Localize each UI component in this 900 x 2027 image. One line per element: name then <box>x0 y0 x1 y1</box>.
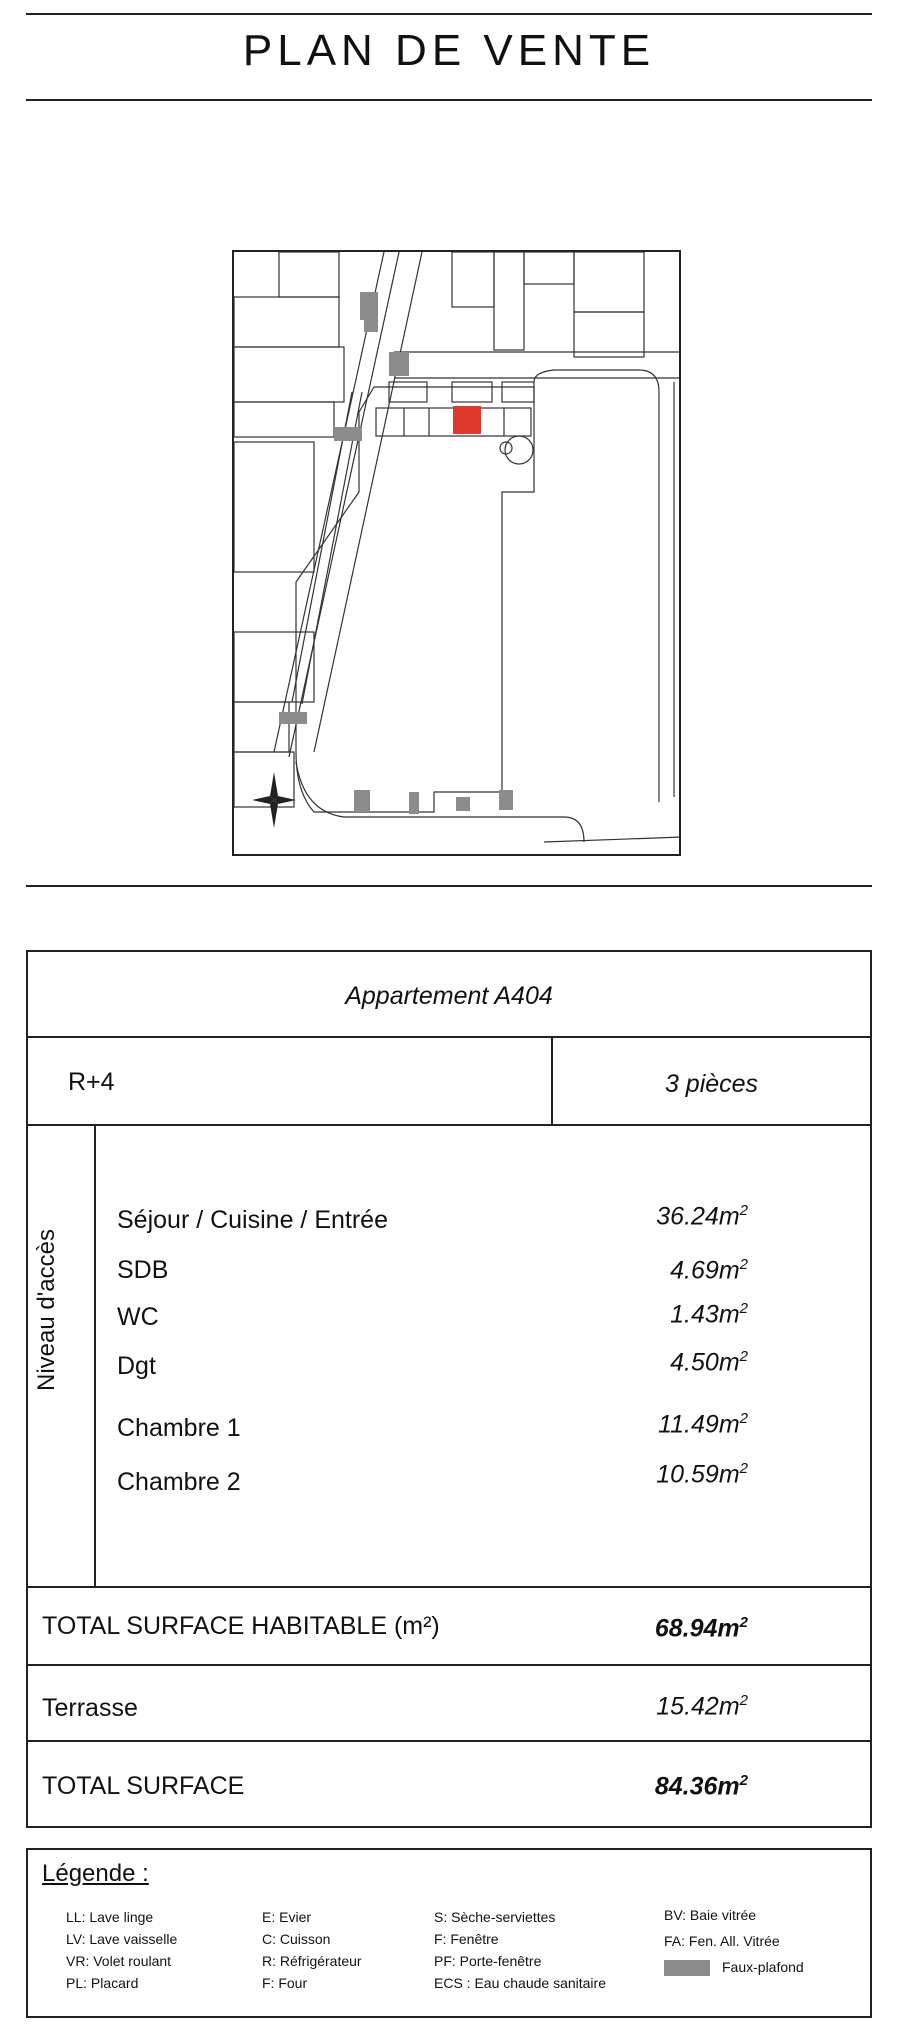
total-label: TOTAL SURFACE <box>42 1772 245 1800</box>
page-title: PLAN DE VENTE <box>242 26 656 75</box>
compass-rose-icon <box>252 772 296 828</box>
apartment-highlight <box>453 406 481 434</box>
room-area: $4.50m^2$ <box>670 1348 748 1377</box>
access-level-label: Niveau d'accès <box>33 1229 60 1391</box>
legend-item: F: Fenêtre <box>434 1931 499 1947</box>
room-area: $36.24m^2$ <box>656 1202 748 1231</box>
total-habitable-value: $68.94m^2$ <box>654 1614 748 1643</box>
room-area: $11.49m^2$ <box>658 1410 748 1439</box>
legend-box <box>26 1848 872 2018</box>
legend-item: LV: Lave vaisselle <box>66 1931 178 1947</box>
room-area: $10.59m^2$ <box>656 1460 748 1489</box>
plan-rule <box>26 885 872 887</box>
access-divider <box>94 1126 96 1586</box>
legend-item: PL: Placard <box>66 1975 139 1991</box>
site-plan-drawing <box>234 252 681 856</box>
terrace-value: $15.42m^2$ <box>656 1692 748 1721</box>
legend-item: Faux-plafond <box>722 1959 804 1975</box>
legend-item: S: Sèche-serviettes <box>434 1909 556 1925</box>
room-area: $1.43m^2$ <box>670 1300 748 1329</box>
legend-column <box>66 1906 177 1994</box>
legend-item: FA: Fen. All. Vitrée <box>664 1933 780 1949</box>
title-rule <box>26 99 872 101</box>
legend-item: ECS : Eau chaude sanitaire <box>434 1975 606 1991</box>
room-name: Dgt <box>117 1352 156 1380</box>
legend-item: LL: Lave linge <box>66 1909 154 1925</box>
legend-swatch-row <box>664 1954 804 1980</box>
level-row <box>28 1038 870 1126</box>
total-habitable-label: TOTAL SURFACE HABITABLE (m²) <box>42 1612 440 1640</box>
legend-column <box>262 1906 362 1994</box>
legend-item: C: Cuisson <box>262 1931 331 1947</box>
room-name: Chambre 2 <box>117 1468 241 1496</box>
legend-item: E: Evier <box>262 1909 312 1925</box>
legend-item: VR: Volet roulant <box>66 1953 172 1969</box>
room-name: Chambre 1 <box>117 1414 241 1442</box>
legend-item: F: Four <box>262 1975 308 1991</box>
apartment-level: R+4 <box>68 1068 115 1096</box>
site-plan <box>232 250 681 856</box>
legend-column <box>664 1902 804 1980</box>
total-value: $84.36m^2$ <box>654 1772 748 1801</box>
legend-column <box>434 1906 606 1994</box>
room-name: Séjour / Cuisine / Entrée <box>117 1206 388 1234</box>
legend-item: PF: Porte-fenêtre <box>434 1953 542 1969</box>
legend-item: BV: Baie vitrée <box>664 1907 757 1923</box>
terrace-label: Terrasse <box>42 1694 138 1722</box>
room-name: WC <box>117 1303 159 1331</box>
faux-plafond-swatch <box>664 1960 710 1976</box>
top-rule <box>26 13 872 15</box>
legend-item: R: Réfrigérateur <box>262 1953 362 1969</box>
apartment-name: Appartement A404 <box>345 982 553 1010</box>
apartment-name-row <box>28 952 870 1038</box>
rooms-count: 3 pièces <box>664 1070 759 1098</box>
legend-title: Légende : <box>42 1860 149 1887</box>
room-area: $4.69m^2$ <box>670 1256 748 1285</box>
room-name: SDB <box>117 1256 169 1284</box>
